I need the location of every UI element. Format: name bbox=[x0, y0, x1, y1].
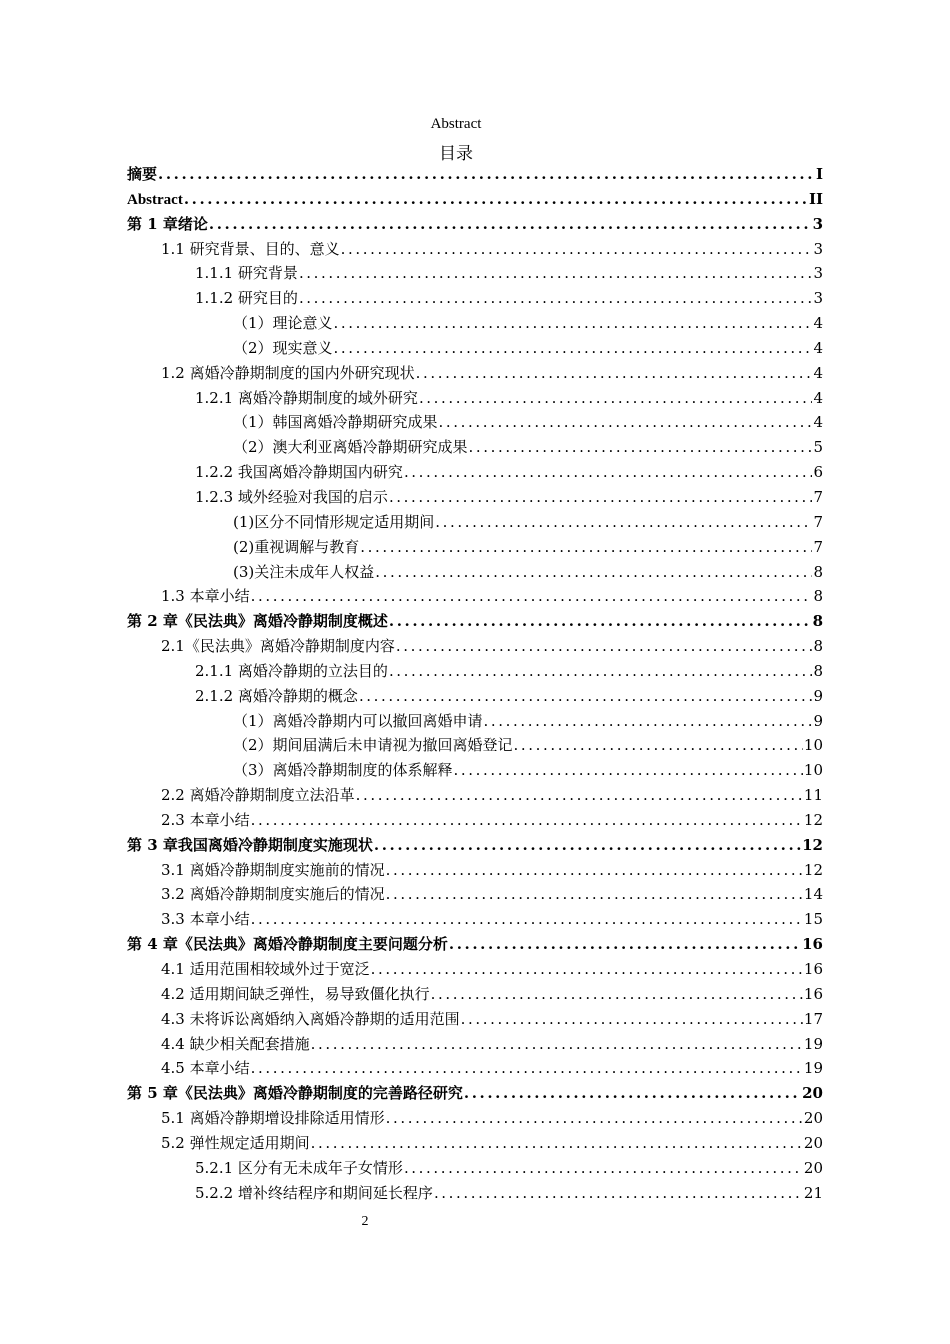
toc-entry[interactable] bbox=[127, 882, 823, 907]
toc-entry[interactable] bbox=[127, 833, 823, 858]
toc-entry-label: 第 1 章绪论 bbox=[127, 214, 208, 233]
toc-entry-label: 3.2 离婚冷静期制度实施后的情况 bbox=[161, 885, 385, 904]
toc-entry-label: 2.1《民法典》离婚冷静期制度内容 bbox=[161, 637, 395, 656]
toc-entry-label: Abstract bbox=[127, 191, 183, 208]
toc-leader-dots bbox=[439, 410, 813, 435]
toc-entry-label: （1）离婚冷静期内可以撤回离婚申请 bbox=[233, 711, 483, 730]
toc-entry[interactable] bbox=[127, 237, 823, 262]
toc-entry-label: （2）现实意义 bbox=[233, 338, 333, 357]
toc-entry[interactable] bbox=[127, 1056, 823, 1081]
toc-entry[interactable] bbox=[127, 1181, 823, 1206]
toc-leader-dots bbox=[334, 336, 813, 361]
toc-entry[interactable] bbox=[127, 634, 823, 659]
toc-entry[interactable] bbox=[127, 957, 823, 982]
toc-entry[interactable] bbox=[127, 311, 823, 336]
toc-entry-page: 7 bbox=[813, 512, 823, 531]
toc-entry-label: （2）期间届满后未申请视为撤回离婚登记 bbox=[233, 736, 513, 755]
toc-entry[interactable] bbox=[127, 410, 823, 435]
toc-leader-dots bbox=[484, 709, 813, 734]
toc-entry-label: 第 5 章《民法典》离婚冷静期制度的完善路径研究 bbox=[127, 1084, 463, 1103]
toc-entry-label: 1.3 本章小结 bbox=[161, 587, 250, 606]
toc-leader-dots bbox=[334, 311, 813, 336]
toc-leader-dots bbox=[386, 1106, 803, 1131]
toc-leader-dots bbox=[299, 261, 813, 286]
toc-entry-page: 6 bbox=[813, 463, 823, 482]
toc-entry-page: 4 bbox=[813, 363, 823, 382]
toc-entry-label: 4.3 未将诉讼离婚纳入离婚冷静期的适用范围 bbox=[161, 1009, 460, 1028]
toc-entry[interactable] bbox=[127, 659, 823, 684]
toc-entry[interactable] bbox=[127, 485, 823, 510]
toc-entry[interactable] bbox=[127, 1032, 823, 1057]
toc-entry[interactable] bbox=[127, 609, 823, 634]
toc-entry-page: 16 bbox=[803, 984, 823, 1003]
toc-entry-page: 10 bbox=[803, 761, 823, 780]
toc-entry-label: 1.2.3 域外经验对我国的启示 bbox=[195, 487, 388, 506]
toc-entry[interactable] bbox=[127, 733, 823, 758]
toc-entry-label: 1.2.1 离婚冷静期制度的域外研究 bbox=[195, 388, 418, 407]
toc-entry-page: 19 bbox=[803, 1034, 823, 1053]
toc-entry-page: 5 bbox=[813, 438, 823, 457]
toc-entry[interactable] bbox=[127, 1131, 823, 1156]
toc-entry[interactable] bbox=[127, 783, 823, 808]
toc-entry-page: 4 bbox=[813, 314, 823, 333]
toc-entry[interactable] bbox=[127, 932, 823, 957]
toc-entry[interactable] bbox=[127, 187, 823, 212]
toc-title: 目录 bbox=[439, 144, 473, 164]
toc-entry[interactable] bbox=[127, 435, 823, 460]
toc-leader-dots bbox=[209, 212, 812, 237]
toc-leader-dots bbox=[386, 882, 803, 907]
toc-entry-page: I bbox=[815, 165, 823, 183]
toc-entry-label: （1）理论意义 bbox=[233, 314, 333, 333]
toc-entry-label: 摘要 bbox=[127, 165, 158, 183]
toc-entry[interactable] bbox=[127, 684, 823, 709]
toc-entry-label: 2.1.2 离婚冷静期的概念 bbox=[195, 686, 358, 705]
toc-entry-page: 8 bbox=[813, 562, 823, 581]
page-number: 2 bbox=[361, 1214, 369, 1229]
toc-leader-dots bbox=[158, 162, 815, 187]
running-header: Abstract bbox=[430, 116, 482, 132]
toc-entry[interactable] bbox=[127, 286, 823, 311]
toc-entry[interactable] bbox=[127, 907, 823, 932]
toc-entry[interactable] bbox=[127, 336, 823, 361]
toc-leader-dots bbox=[461, 1007, 803, 1032]
toc-entry-label: （2）澳大利亚离婚冷静期研究成果 bbox=[233, 438, 468, 457]
toc-entry-page: 11 bbox=[803, 786, 823, 805]
toc-entry-page: 10 bbox=[803, 736, 823, 755]
toc-entry[interactable] bbox=[127, 386, 823, 411]
toc-leader-dots bbox=[396, 634, 813, 659]
toc-entry-label: 4.1 适用范围相较域外过于宽泛 bbox=[161, 960, 370, 978]
toc-entry-page: 17 bbox=[803, 1009, 823, 1028]
toc-entry-page: 8 bbox=[813, 637, 823, 656]
toc-entry-page: 3 bbox=[812, 214, 823, 233]
toc-leader-dots bbox=[416, 361, 813, 386]
table-of-contents bbox=[127, 162, 823, 1205]
toc-entry-label: （3）离婚冷静期制度的体系解释 bbox=[233, 761, 453, 780]
toc-entry-label: 2.1.1 离婚冷静期的立法目的 bbox=[195, 661, 388, 680]
toc-entry[interactable] bbox=[127, 858, 823, 883]
toc-entry[interactable] bbox=[127, 982, 823, 1007]
toc-entry-label: 4.5 本章小结 bbox=[161, 1059, 250, 1078]
toc-leader-dots bbox=[464, 1081, 801, 1106]
toc-entry[interactable] bbox=[127, 1156, 823, 1181]
toc-leader-dots bbox=[299, 286, 813, 311]
toc-leader-dots bbox=[469, 435, 813, 460]
toc-entry-page: 20 bbox=[803, 1158, 823, 1177]
toc-entry-page: 12 bbox=[803, 860, 823, 879]
toc-entry-label: 第 3 章我国离婚冷静期制度实施现状 bbox=[127, 835, 373, 854]
toc-entry-page: 8 bbox=[813, 587, 823, 606]
toc-entry-label: 2.2 离婚冷静期制度立法沿革 bbox=[161, 786, 355, 805]
toc-entry-page: 19 bbox=[803, 1059, 823, 1078]
toc-entry-label: 5.2.1 区分有无未成年子女情形 bbox=[195, 1158, 403, 1177]
toc-entry-label: 1.2.2 我国离婚冷静期国内研究 bbox=[195, 463, 403, 482]
toc-entry-label: 3.3 本章小结 bbox=[161, 910, 250, 929]
toc-entry-label: 4.4 缺少相关配套措施 bbox=[161, 1034, 310, 1053]
toc-leader-dots bbox=[389, 485, 813, 510]
toc-entry-label: 5.2 弹性规定适用期间 bbox=[161, 1133, 310, 1152]
toc-entry-label: 1.2 离婚冷静期制度的国内外研究现状 bbox=[161, 363, 415, 382]
toc-entry-page: 9 bbox=[813, 711, 823, 730]
toc-entry[interactable] bbox=[127, 162, 823, 187]
toc-entry-page: 12 bbox=[802, 835, 823, 854]
toc-leader-dots bbox=[419, 386, 813, 411]
toc-leader-dots bbox=[371, 957, 803, 982]
toc-leader-dots bbox=[454, 758, 803, 783]
toc-entry-label: 1.1 研究背景、目的、意义 bbox=[161, 239, 340, 258]
toc-entry-label: 1.1.2 研究目的 bbox=[195, 289, 298, 308]
toc-leader-dots bbox=[389, 609, 812, 634]
toc-entry-label: (2)重视调解与教育 bbox=[233, 537, 360, 556]
toc-leader-dots bbox=[311, 1032, 803, 1057]
toc-entry-page: 4 bbox=[813, 413, 823, 432]
toc-leader-dots bbox=[431, 982, 803, 1007]
toc-entry-label: 4.2 适用期间缺乏弹性，易导致僵化执行 bbox=[161, 984, 430, 1003]
toc-leader-dots bbox=[356, 783, 803, 808]
toc-entry-page: 4 bbox=[813, 388, 823, 407]
toc-leader-dots bbox=[251, 808, 803, 833]
toc-leader-dots bbox=[389, 659, 813, 684]
toc-entry-page: 7 bbox=[813, 537, 823, 556]
toc-entry-label: 1.1.1 研究背景 bbox=[195, 264, 298, 283]
toc-entry-label: (3)关注未成年人权益 bbox=[233, 562, 375, 581]
toc-leader-dots bbox=[360, 535, 812, 560]
toc-leader-dots bbox=[375, 560, 812, 585]
toc-entry[interactable] bbox=[127, 1081, 823, 1106]
toc-leader-dots bbox=[434, 1181, 803, 1206]
toc-entry-page: 3 bbox=[813, 264, 823, 283]
toc-entry-page: 3 bbox=[813, 239, 823, 258]
toc-leader-dots bbox=[449, 932, 801, 957]
toc-leader-dots bbox=[359, 684, 813, 709]
toc-entry-page: 12 bbox=[803, 810, 823, 829]
toc-entry-page: 8 bbox=[813, 661, 823, 680]
toc-leader-dots bbox=[435, 510, 812, 535]
toc-leader-dots bbox=[404, 460, 813, 485]
toc-entry[interactable] bbox=[127, 510, 823, 535]
toc-entry-page: 15 bbox=[803, 910, 823, 929]
toc-entry[interactable] bbox=[127, 758, 823, 783]
toc-entry-page: 7 bbox=[813, 487, 823, 506]
toc-entry-page: 14 bbox=[803, 885, 823, 904]
toc-entry-label: （1）韩国离婚冷静期研究成果 bbox=[233, 413, 438, 432]
toc-entry[interactable] bbox=[127, 808, 823, 833]
toc-entry-page: 21 bbox=[803, 1183, 823, 1202]
toc-entry[interactable] bbox=[127, 261, 823, 286]
toc-entry-label: 第 2 章《民法典》离婚冷静期制度概述 bbox=[127, 612, 388, 631]
toc-entry[interactable] bbox=[127, 584, 823, 609]
toc-entry-label: 第 4 章《民法典》离婚冷静期制度主要问题分析 bbox=[127, 935, 448, 954]
toc-entry-page: 16 bbox=[802, 935, 823, 954]
toc-entry[interactable] bbox=[127, 212, 823, 237]
toc-entry-label: 5.2.2 增补终结程序和期间延长程序 bbox=[195, 1183, 433, 1202]
toc-entry[interactable] bbox=[127, 1106, 823, 1131]
toc-leader-dots bbox=[386, 858, 803, 883]
toc-entry-page: II bbox=[808, 189, 823, 208]
toc-entry-page: 20 bbox=[803, 1109, 823, 1128]
toc-leader-dots bbox=[251, 1056, 803, 1081]
toc-entry-page: 20 bbox=[802, 1084, 823, 1103]
toc-entry-label: (1)区分不同情形规定适用期间 bbox=[233, 512, 435, 531]
toc-entry-page: 4 bbox=[813, 338, 823, 357]
toc-leader-dots bbox=[251, 907, 803, 932]
toc-entry-page: 9 bbox=[813, 686, 823, 705]
toc-entry[interactable] bbox=[127, 361, 823, 386]
toc-entry[interactable] bbox=[127, 535, 823, 560]
toc-entry[interactable] bbox=[127, 560, 823, 585]
toc-leader-dots bbox=[374, 833, 801, 858]
toc-leader-dots bbox=[184, 187, 808, 212]
toc-entry[interactable] bbox=[127, 1007, 823, 1032]
toc-entry[interactable] bbox=[127, 709, 823, 734]
toc-entry-page: 8 bbox=[812, 612, 823, 631]
toc-leader-dots bbox=[341, 237, 813, 262]
toc-entry-page: 20 bbox=[803, 1133, 823, 1152]
toc-leader-dots bbox=[251, 584, 813, 609]
toc-entry-page: 16 bbox=[803, 960, 823, 978]
toc-leader-dots bbox=[514, 733, 803, 758]
toc-entry[interactable] bbox=[127, 460, 823, 485]
toc-entry-page: 3 bbox=[813, 289, 823, 308]
toc-entry-label: 2.3 本章小结 bbox=[161, 810, 250, 829]
toc-leader-dots bbox=[311, 1131, 803, 1156]
toc-entry-label: 5.1 离婚冷静期增设排除适用情形 bbox=[161, 1109, 385, 1128]
toc-entry-label: 3.1 离婚冷静期制度实施前的情况 bbox=[161, 860, 385, 879]
toc-leader-dots bbox=[404, 1156, 803, 1181]
